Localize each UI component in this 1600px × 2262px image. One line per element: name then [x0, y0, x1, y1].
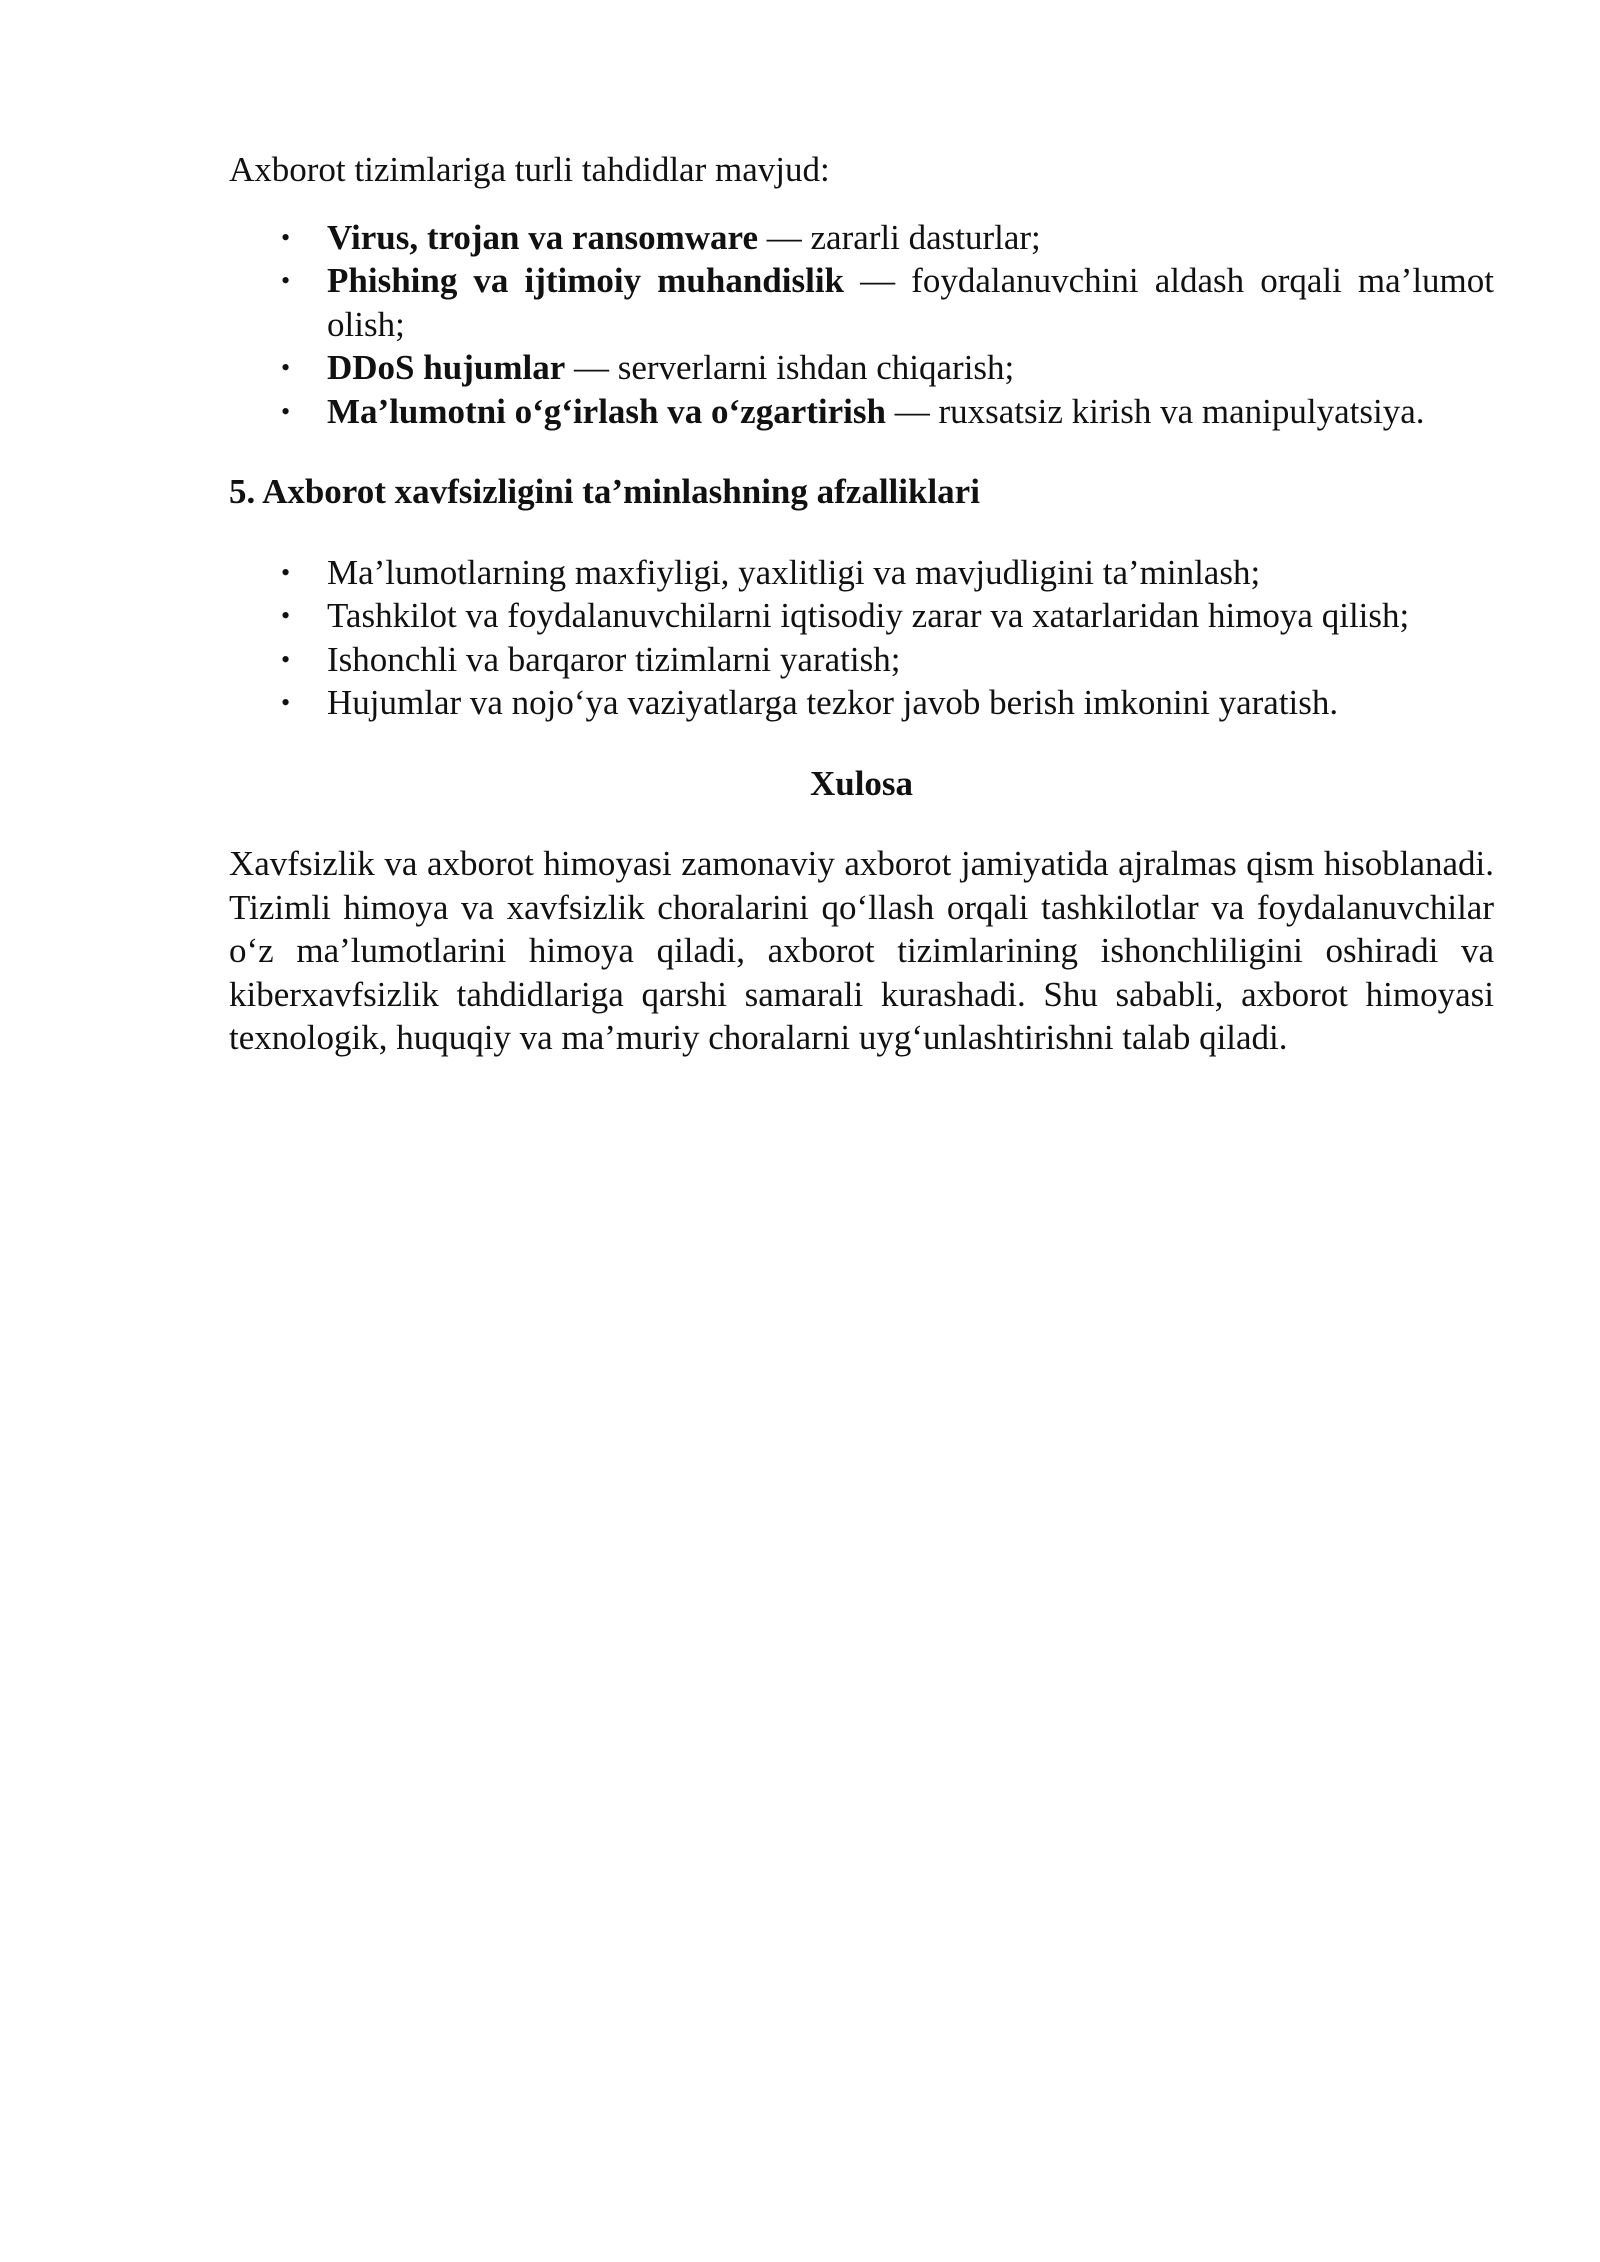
bullet-icon: •: [281, 601, 291, 630]
benefits-list: [229, 551, 1494, 725]
bullet-icon: •: [281, 688, 291, 717]
threat-description: — foydalanuvchini aldash orqali ma’lumot olish;: [327, 261, 1494, 344]
list-item: [229, 259, 1494, 346]
list-item: [229, 216, 1494, 260]
conclusion-paragraph: Xavfsizlik va axborot himoyasi zamonaviy axborot jamiyatida ajralmas qism hisoblanadi. Tizimli himoya va xavfsizlik choralarini qo‘llash orqali tashkilotlar va foydalanuvchilar o‘z ma’lumotlarini himoya qiladi, axborot tizimlarining ishonchliligini oshiradi va kiberxavfsizlik tahdidlariga qarshi samarali kurashadi. Shu sababli, axborot himoyasi texnologik, huquqiy va ma’muriy choralarni uyg‘unlashtirishni talab qiladi.: [229, 844, 1494, 1057]
bullet-icon: •: [281, 353, 291, 382]
bullet-icon: •: [281, 222, 291, 252]
list-item: [229, 551, 1494, 595]
bullet-icon: •: [281, 266, 291, 295]
threat-description: — zararli dasturlar;: [758, 217, 1041, 257]
threat-term: Ma’lumotni o‘g‘irlash va o‘zgartirish: [327, 391, 886, 431]
threat-term: Phishing va ijtimoiy muhandislik: [327, 261, 845, 300]
threat-term: Virus, trojan va ransomware: [327, 217, 758, 257]
threat-term: DDoS hujumlar: [327, 348, 566, 387]
list-item: [229, 681, 1494, 725]
threat-description: — serverlarni ishdan chiqarish;: [565, 348, 1015, 387]
document-body: [229, 148, 1494, 1060]
list-item: [229, 638, 1494, 682]
benefit-text: Ma’lumotlarning maxfiyligi, yaxlitligi va mavjudligini ta’minlash;: [327, 552, 1261, 592]
benefit-text: Hujumlar va nojo‘ya vaziyatlarga tezkor javob berish imkonini yaratish.: [327, 683, 1339, 722]
intro-paragraph: Axborot tizimlariga turli tahdidlar mavjud:: [229, 150, 830, 189]
benefit-text: Tashkilot va foydalanuvchilarni iqtisodiy zarar va xatarlaridan himoya qilish;: [327, 596, 1410, 635]
list-item: [229, 346, 1494, 390]
benefit-text: Ishonchli va barqaror tizimlarni yaratish;: [327, 639, 901, 679]
bullet-icon: •: [281, 644, 291, 674]
threats-list: [229, 216, 1494, 434]
list-item: [229, 390, 1494, 434]
section-heading: 5. Axborot xavfsizligini ta’minlashning afzalliklari: [229, 472, 980, 511]
conclusion-title: Xulosa: [809, 763, 914, 803]
list-item: [229, 594, 1494, 638]
bullet-icon: •: [281, 396, 291, 426]
bullet-icon: •: [281, 557, 291, 587]
threat-description: — ruxsatsiz kirish va manipulyatsiya.: [885, 391, 1425, 431]
